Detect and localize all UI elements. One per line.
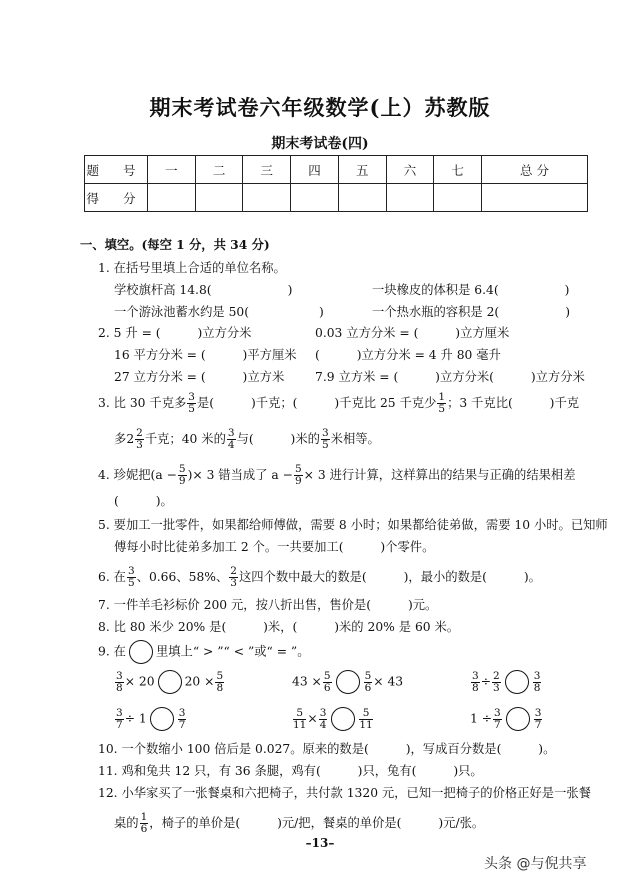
- fraction: $\frac{2}{3}$: [136, 427, 143, 451]
- score-cell[interactable]: [148, 184, 196, 212]
- score-cell[interactable]: [434, 184, 482, 212]
- score-table: [84, 155, 588, 212]
- question-7: 7. 一件羊毛衫标价 200 元，按八折出售，售价是( )元。: [98, 598, 438, 612]
- fraction: $\frac{5}{9}$: [294, 463, 302, 487]
- q9-compare-r1c2: 43 × $\frac{5}{6}$ $\frac{5}{6}$ × 43: [292, 669, 404, 694]
- fraction: $\frac{1}{6}$: [140, 811, 148, 835]
- q2-item-c: 16 平方分米 = ( )平方厘米: [114, 348, 297, 362]
- fraction: $\frac{2}{3}$: [230, 565, 237, 589]
- score-header-cell: 四: [291, 156, 339, 184]
- circle-icon: [129, 640, 153, 664]
- question-4-line1: 4. 珍妮把(a − $\frac{5}{9}$ )× 3 错当成了 a − $\frac{5}{9}$ × 3 进行计算，这样算出的结果与正确的结果相差: [98, 463, 576, 487]
- question-6: 6. 在 $\frac{3}{5}$ 、0.66、58%、 $\frac{2}{3}$ 这四个数中最大的数是( )，最小的数是( )。: [98, 565, 541, 589]
- fraction: $\frac{3}{4}$: [227, 427, 235, 451]
- compare-circle[interactable]: [158, 670, 182, 694]
- question-3-line1: 3. 比 30 千克多 $\frac{3}{5}$ 是( )千克；( )千克比 25 千克少 $\frac{1}{5}$ ；3 千克比( )千克: [98, 391, 580, 415]
- page-number: –13–: [305, 836, 335, 850]
- score-cell[interactable]: [291, 184, 339, 212]
- q2-item-d: ( )立方分米 = 4 升 80 毫升: [315, 348, 501, 362]
- score-header-cell: 六: [386, 156, 434, 184]
- compare-circle[interactable]: [150, 707, 174, 731]
- question-5-line1: 5. 要加工一批零件，如果都给师傅做，需要 8 小时；如果都给徒弟做，需要 10 小时。已知师: [98, 518, 608, 532]
- score-header-cell: 总 分: [482, 156, 588, 184]
- q9-compare-r2c1: $\frac{3}{7}$ ÷ 1 $\frac{3}{7}$: [116, 706, 186, 731]
- question-9-stem: 9. 在 里填上“ > ”“ < ”或“ = ”。: [98, 640, 310, 664]
- score-cell[interactable]: [386, 184, 434, 212]
- compare-circle[interactable]: [336, 670, 360, 694]
- q1-item-b: 一块橡皮的体积是 6.4( ): [372, 283, 570, 297]
- compare-circle[interactable]: [506, 707, 530, 731]
- q9-compare-r1c1: $\frac{3}{8}$ × 20 20 × $\frac{5}{8}$: [116, 669, 224, 694]
- q9-compare-r1c3: $\frac{3}{8}$ ÷ $\frac{2}{3}$ $\frac{3}{8}$: [472, 669, 541, 694]
- compare-circle[interactable]: [331, 707, 355, 731]
- fraction: $\frac{5}{9}$: [178, 463, 186, 487]
- compare-circle[interactable]: [505, 670, 529, 694]
- question-8: 8. 比 80 米少 20% 是( )米，( )米的 20% 是 60 米。: [98, 620, 460, 634]
- score-header-cell: 七: [434, 156, 482, 184]
- q2-item-f: 7.9 立方米 = ( )立方分米( )立方分米: [315, 370, 585, 384]
- section-heading: 一、填空。(每空 1 分，共 34 分): [80, 237, 270, 252]
- fraction: $\frac{3}{5}$: [127, 565, 135, 589]
- q1-item-a: 学校旗杆高 14.8( ): [114, 283, 293, 297]
- question-11: 11. 鸡和兔共 12 只，有 36 条腿，鸡有( )只，兔有( )只。: [98, 764, 483, 778]
- fraction: $\frac{3}{5}$: [188, 391, 195, 415]
- score-header-cell: 五: [338, 156, 386, 184]
- q9-compare-r2c3: 1 ÷ $\frac{3}{7}$ $\frac{3}{7}$: [470, 706, 542, 731]
- score-table-score-row: [85, 184, 588, 212]
- score-cell[interactable]: [195, 184, 243, 212]
- question-12-line2: 桌的 $\frac{1}{6}$ ，椅子的单价是( )元/把，餐桌的单价是( )元/张。: [114, 811, 485, 835]
- score-header-cell: 三: [243, 156, 291, 184]
- fraction: $\frac{3}{5}$: [321, 427, 329, 451]
- score-header-cell: 题 号: [85, 156, 148, 184]
- q2-item-e: 27 立方分米 = ( )立方米: [114, 370, 285, 384]
- score-cell[interactable]: [338, 184, 386, 212]
- exam-subtitle: 期末考试卷(四): [271, 136, 369, 152]
- q2-item-a: 2. 5 升 = ( )立方分米: [98, 326, 252, 340]
- q2-item-b: 0.03 立方分米 = ( )立方厘米: [315, 326, 510, 340]
- q9-compare-r2c2: $\frac{5}{11}$ × $\frac{3}{4}$ $\frac{5}{11}$: [293, 706, 373, 731]
- question-12-line1: 12. 小华家买了一张餐桌和六把椅子，共付款 1320 元，已知一把椅子的价格正好是一张餐: [98, 786, 591, 800]
- score-cell[interactable]: [243, 184, 291, 212]
- score-cell[interactable]: [482, 184, 588, 212]
- score-row-label: 得 分: [85, 184, 148, 212]
- question-1-stem: 1. 在括号里填上合适的单位名称。: [98, 261, 286, 275]
- question-10: 10. 一个数缩小 100 倍后是 0.027。原来的数是( )，写成百分数是( )。: [98, 742, 556, 756]
- fraction: $\frac{1}{5}$: [438, 391, 446, 415]
- page-title: 期末考试卷六年级数学(上）苏教版: [149, 95, 491, 120]
- score-table-header-row: [85, 156, 588, 184]
- score-header-cell: 一: [148, 156, 196, 184]
- question-3-line2: 多2 $\frac{2}{3}$ 千克；40 米的 $\frac{3}{4}$ 与( )米的 $\frac{3}{5}$ 米相等。: [114, 427, 380, 451]
- q1-item-c: 一个游泳池蓄水约是 50( ): [114, 305, 324, 319]
- watermark: 头条 @与倪共享: [484, 856, 587, 872]
- q1-item-d: 一个热水瓶的容积是 2( ): [372, 305, 571, 319]
- score-header-cell: 二: [195, 156, 243, 184]
- question-5-line2: 傅每小时比徒弟多加工 2 个。一共要加工( )个零件。: [114, 540, 435, 554]
- question-4-line2: ( )。: [114, 494, 173, 508]
